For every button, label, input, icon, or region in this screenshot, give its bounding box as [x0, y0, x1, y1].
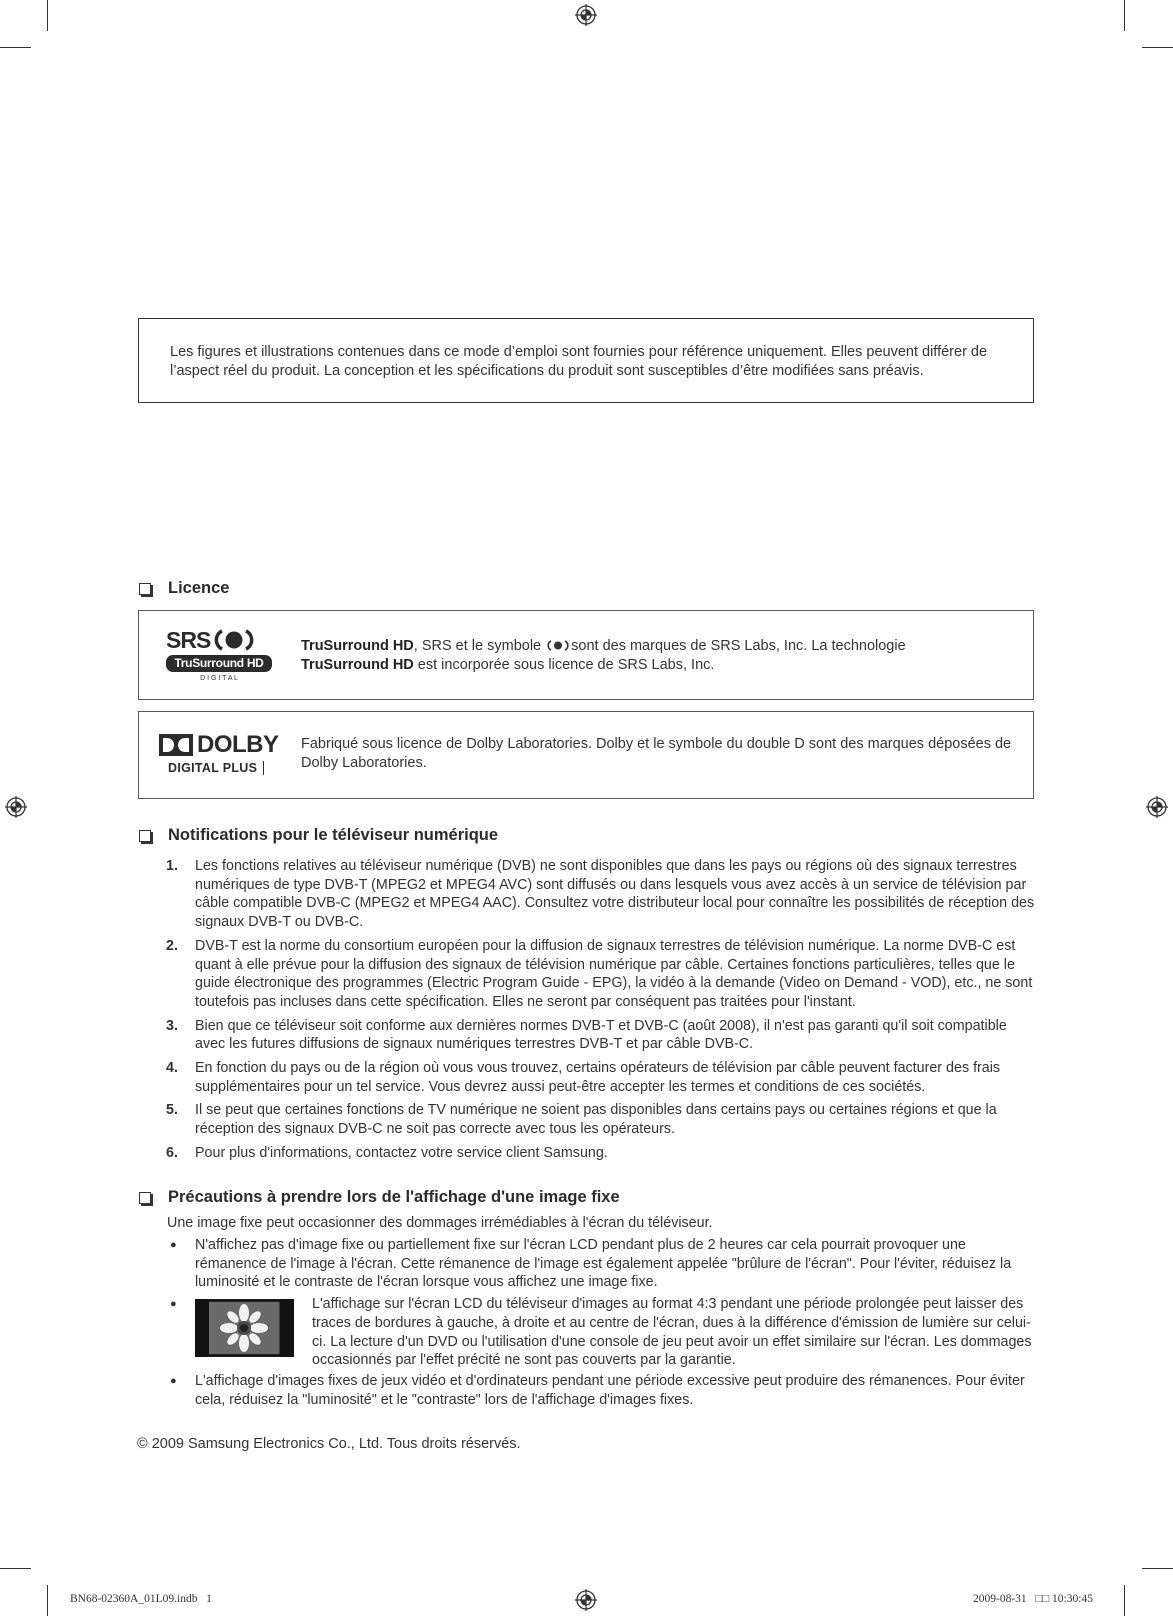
precautions-list: [166, 1236, 1036, 1409]
dolby-logo: DOLBY DIGITAL PLUS: [159, 733, 281, 781]
srs-licence-box: [138, 610, 1034, 700]
dolby-licence-text: Fabriqué sous licence de Dolby Laboratories. Dolby et le symbole du double D sont des marques déposées de Dolby Laboratories.: [301, 736, 1012, 771]
logo-divider: [263, 761, 264, 775]
list-item: ● N'affichez pas d'image fixe ou partiellement fixe sur l'écran LCD pendant plus de 2 heures car cela pourrait provoquer une rémanence de l'image à l'écran. Cette rémanence de l'image est également appelée "brûlure de l'écran". Pour l'éviter, réduisez la luminosité et le contraste de l'écran lorsque vous affichez une image fixe.: [170, 1237, 1012, 1291]
tv-flower-image: [195, 1295, 312, 1370]
notifications-list: [166, 857, 1036, 1168]
registration-mark-icon: [575, 4, 597, 26]
crop-mark: [47, 1585, 48, 1616]
crop-mark: [1124, 0, 1125, 31]
crop-mark: [1142, 1568, 1173, 1569]
crop-mark: [47, 0, 48, 31]
list-item: 2. DVB-T est la norme du consortium européen pour la diffusion de signaux terrestres de télévision numérique. La norme DVB-C est quant à elle prévue pour la diffusion des signaux de télévision numérique par câble. Certaines fonctions particulières, telles que le guide électronique des programmes (Electric Program Guide - EPG), la vidéo à la demande (Video on Demand - VOD), etc., ne sont toutefois pas incluses dans cette spécification. Elles ne seront par conséquent pas traitées pour l'instant.: [166, 937, 1033, 1010]
precautions-intro: Une image fixe peut occasionner des dommages irrémédiables à l'écran du téléviseur.: [167, 1215, 713, 1231]
dolby-licence-box: [138, 711, 1034, 799]
crop-mark: [1124, 1585, 1125, 1616]
registration-mark-icon: [1146, 796, 1168, 818]
disclaimer-box: [138, 318, 1034, 403]
crop-mark: [0, 47, 31, 48]
checkbox-bullet-icon: [139, 583, 151, 595]
precautions-heading: Précautions à prendre lors de l'affichage d'une image fixe: [138, 1188, 620, 1207]
crop-mark: [0, 1568, 31, 1569]
srs-logo: SRS TruSurround HD D I G I T A L: [166, 628, 272, 684]
registration-mark-icon: [575, 1589, 597, 1611]
list-item: 3. Bien que ce téléviseur soit conforme aux dernières normes DVB-T et DVB-C (août 2008), il n'est pas garanti qu'il soit compatible avec les futures diffusions de signaux numériques terrestres DVB-T et par câble DVB-C.: [166, 1017, 1007, 1053]
list-item: 6. Pour plus d'informations, contactez votre service client Samsung.: [166, 1144, 608, 1161]
checkbox-bullet-icon: [139, 830, 151, 842]
copyright-text: © 2009 Samsung Electronics Co., Ltd. Tous droits réservés.: [137, 1436, 521, 1452]
registration-mark-icon: [5, 796, 27, 818]
list-item: 5. Il se peut que certaines fonctions de TV numérique ne soient pas disponibles dans certains pays ou certaines régions et que la réception des signaux DVB-C ne soit pas correcte avec tous les opérateurs.: [166, 1102, 997, 1138]
srs-symbol-icon: [212, 628, 260, 652]
notifications-heading: Notifications pour le téléviseur numérique: [138, 826, 498, 845]
crop-mark: [1142, 47, 1173, 48]
checkbox-bullet-icon: [139, 1192, 151, 1204]
srs-licence-text: TruSurround HD, SRS et le symbole sont des marques de SRS Labs, Inc. La technologie TruSurround HD est incorporée sous licence de SRS Labs, Inc.: [301, 638, 906, 673]
list-item: ● L'affichage d'images fixes de jeux vidéo et d'ordinateurs pendant une période excessive peut produire des rémanences. Pour éviter cela, réduisez la "luminosité" et le "contraste" lors de l'affichage d'images fixes.: [170, 1372, 1025, 1408]
list-item: 1. Les fonctions relatives au téléviseur numérique (DVB) ne sont disponibles que dans les pays ou régions où des signaux terrestres numériques de type DVB-T (MPEG2 et MPEG4 AVC) sont diffusés ou dans lesquels vous avez accès à un service de télévision par câble compatible DVB-C (MPEG2 et MPEG4 AAC). Consultez votre distributeur local pour connaître les possibilités de réception des signaux DVB-T ou DVB-C.: [166, 858, 1035, 931]
list-item: 4. En fonction du pays ou de la région où vous vous trouvez, certains opérateurs de télévision par câble peuvent facturer des frais supplémentaires pour un tel service. Vous devrez aussi peut-être accepter les termes et conditions de ces sociétés.: [166, 1060, 1001, 1095]
list-item: ● L'affichage sur l'écran LCD du téléviseur d'images au format 4:3 pendant une période prolongée peut laisser des traces de bordures à gauche, à droite et au centre de l'écran, dues à la différence d'émission de lumière sur celui-ci. La lecture d'un DVD ou l'utilisation d'une console de jeu peut avoir un effet similaire sur l'écran. Les dommages occasionnés par l'effet précité ne sont pas couverts par la garantie.: [170, 1296, 1032, 1369]
srs-inline-symbol-icon: [547, 640, 569, 651]
licence-heading: Licence: [138, 579, 229, 598]
date-slug: 2009-08-31 □□ 10:30:45: [973, 1593, 1093, 1605]
disclaimer-text: Les figures et illustrations contenues dans ce mode d’emploi sont fournies pour référence uniquement. Elles peuvent différer de l’aspect réel du produit. La conception et les spécifications du produit sont susceptibles d’être modifiées sans préavis.: [170, 344, 988, 379]
dolby-double-d-icon: [159, 734, 193, 756]
file-slug: BN68-02360A_01L09.indb 1: [70, 1593, 212, 1605]
